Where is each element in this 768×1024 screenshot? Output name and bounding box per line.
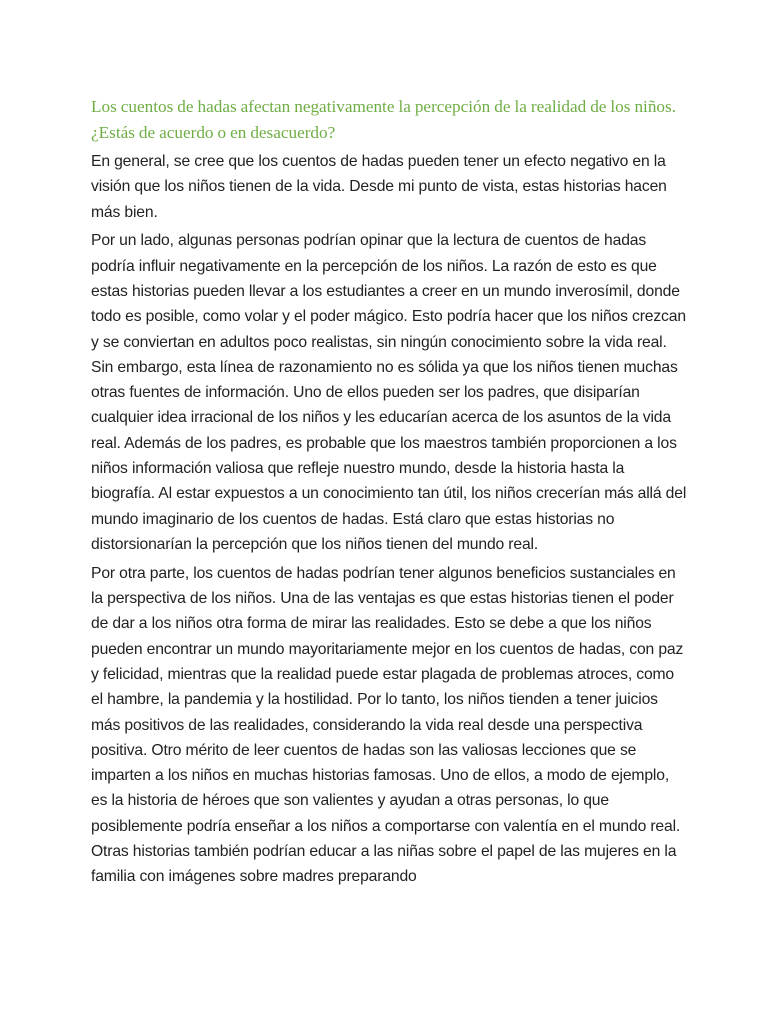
- document-content: [91, 94, 687, 893]
- paragraph-benefits: Por otra parte, los cuentos de hadas podrían tener algunos beneficios sustanciales en la perspectiva de los niños. Una de las ventajas es que estas historias tienen el poder de dar a los niños otra forma de mirar las realidades. Esto se debe a que los niños pueden encontrar un mundo mayoritariamente mejor en los cuentos de hadas, con paz y felicidad, mientras que la realidad puede estar plagada de problemas atroces, como el hambre, la pandemia y la hostilidad. Por lo tanto, los niños tienden a tener juicios más positivos de las realidades, considerando la vida real desde una perspectiva positiva. Otro mérito de leer cuentos de hadas son las valiosas lecciones que se imparten a los niños en muchas historias famosas. Uno de ellos, a modo de ejemplo, es la historia de héroes que son valientes y ayudan a otras personas, lo que posiblemente podría enseñar a los niños a comportarse con valentía en el mundo real. Otras historias también podrían educar a las niñas sobre el papel de las mujeres en la familia con imágenes sobre madres preparando: [91, 564, 684, 886]
- paragraph-introduction: En general, se cree que los cuentos de hadas pueden tener un efecto negativo en la visión que los niños tienen de la vida. Desde mi punto de vista, estas historias hacen más bien.: [91, 153, 667, 221]
- paragraph-counterargument: Por un lado, algunas personas podrían opinar que la lectura de cuentos de hadas podría influir negativamente en la percepción de los niños. La razón de esto es que estas historias pueden llevar a los estudiantes a creer en un mundo inverosímil, donde todo es posible, como volar y el poder mágico. Esto podría hacer que los niños crezcan y se conviertan en adultos poco realistas, sin ningún conocimiento sobre la vida real. Sin embargo, esta línea de razonamiento no es sólida ya que los niños tienen muchas otras fuentes de información. Uno de ellos pueden ser los padres, que disiparían cualquier idea irracional de los niños y les educarían acerca de los asuntos de la vida real. Además de los padres, es probable que los maestros también proporcionen a los niños información valiosa que refleje nuestro mundo, desde la historia hasta la biografía. Al estar expuestos a un conocimiento tan útil, los niños crecerían más allá del mundo imaginario de los cuentos de hadas. Está claro que estas historias no distorsionarían la percepción que los niños tienen del mundo real.: [91, 232, 687, 553]
- essay-question-heading: Los cuentos de hadas afectan negativamente la percepción de la realidad de los niños. ¿Estás de acuerdo o en desacuerdo?: [91, 97, 677, 142]
